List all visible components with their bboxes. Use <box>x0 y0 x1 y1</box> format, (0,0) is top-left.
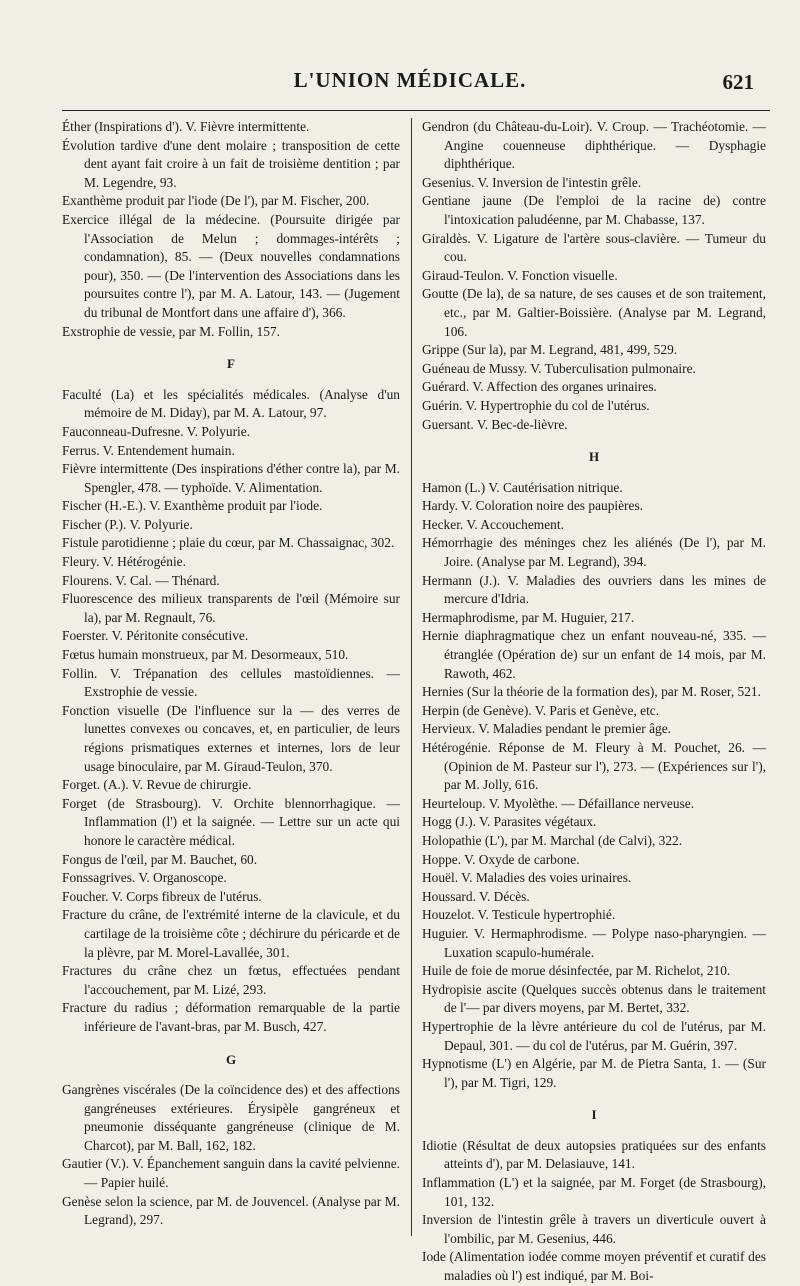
index-entry: Hermaphrodisme, par M. Huguier, 217. <box>422 609 635 625</box>
index-entry: Giraldès. V. Ligature de l'artère sous-clavière. — Tumeur du cou. <box>422 230 766 265</box>
index-entry: Inflammation (L') et la saignée, par M. Forget (de Strasbourg), 101, 132. <box>422 1175 766 1209</box>
index-entry: Fonction visuelle (De l'influence sur la — des verres de lunettes convexes ou concaves, et, en particulier, de leurs régions prismatiques externes et internes, lors de leur usage binoculaire, par M. Giraud-Teulon, 370. <box>62 702 400 774</box>
index-entry: Éther (Inspirations d'). V. Fièvre intermittente. <box>62 119 310 134</box>
index-entry: Hernie diaphragmatique chez un enfant nouveau-né, 335. — étranglée (Opération de) sur un enfant de 14 mois, par M. Rawoth, 462. <box>422 628 766 681</box>
index-entry: Fistule parotidienne ; plaie du cœur, par M. Chassaignac, 302. <box>62 535 395 551</box>
index-entry: Hydropisie ascite (Quelques succès obtenus dans le traitement de l'— par divers moyens, par M. Bertet, 332. <box>422 981 766 1016</box>
page-number: 621 <box>722 70 754 94</box>
index-entry: Hypertrophie de la lèvre antérieure du col de l'utérus, par M. Depaul, 301. — du col de l'utérus, par M. Guérin, 397. <box>422 1018 766 1053</box>
index-entry: Hétérogénie. Réponse de M. Fleury à M. Pouchet, 26. — (Opinion de M. Pasteur sur l'), 273. — (Expériences sur l'), par M. Jolly, 616. <box>422 740 766 793</box>
index-entry: Ferrus. V. Entendement humain. <box>62 442 235 458</box>
index-entry: Gentiane jaune (De l'emploi de la racine de) contre l'intoxication paludéenne, par M. Chabasse, 137. <box>422 193 766 227</box>
index-entry: Holopathie (L'), par M. Marchal (de Calvi), 322. <box>422 832 683 848</box>
index-entry: Hamon (L.) V. Cautérisation nitrique. <box>422 479 623 495</box>
header-rule <box>62 110 770 111</box>
index-entry: Fracture du radius ; déformation remarquable de la partie inférieure de l'avant-bras, par M. Busch, 427. <box>62 1000 400 1034</box>
index-entry: Exercice illégal de la médecine. (Poursuite dirigée par l'Association de Melun ; dommages-intérêts ; condamnation), 85. — (Deux nouvelles condamnations pour), 350. — (De l'intervention des Associations dans les poursuites contre l'), par M. A. Latour, 143. — (Jugement du tribunal de Montfort dans une affaire d'), 366. <box>62 211 400 320</box>
index-entry: Goutte (De la), de sa nature, de ses causes et de son traitement, etc., par M. Galtier-Boissière. (Analyse par M. Legrand, 106. <box>422 286 766 339</box>
index-entry: Guersant. V. Bec-de-lièvre. <box>422 416 568 432</box>
index-entry: Idiotie (Résultat de deux autopsies pratiquées sur des enfants atteints d'), par M. Delasiauve, 141. <box>422 1137 766 1172</box>
index-entry: Hervieux. V. Maladies pendant le premier âge. <box>422 721 672 737</box>
index-entry: Fœtus humain monstrueux, par M. Desormeaux, 510. <box>62 647 349 663</box>
section-letter-i: I <box>591 1107 597 1123</box>
index-entry: Hogg (J.). V. Parasites végétaux. <box>422 814 597 830</box>
section-letter-g: G <box>225 1051 237 1067</box>
index-entry: Hecker. V. Accouchement. <box>422 516 564 532</box>
index-entry: Gangrènes viscérales (De la coïncidence des) et des affections gangréneuses extérieures. Érysipèle gangréneux et pneumonie disséquante gangréneuse (clinique de M. Charcot), par M. Ball, 162, 182. <box>62 1082 400 1153</box>
index-entry: Foerster. V. Péritonite consécutive. <box>62 628 249 644</box>
section-letter-f: F <box>227 356 235 372</box>
index-entry: Gesenius. V. Inversion de l'intestin grêle. <box>422 174 642 190</box>
index-entry: Hémorrhagie des méninges chez les aliénés (De l'), par M. Joire. (Analyse par M. Legrand), 394. <box>422 535 766 570</box>
index-entry: Giraud-Teulon. V. Fonction visuelle. <box>422 267 618 283</box>
entries-g-cont <box>422 118 766 434</box>
index-entry: Forget (de Strasbourg). V. Orchite blennorrhagique. — Inflammation (l') et la saignée. — Lettre sur un acte qui honore le caractère médical. <box>62 795 400 848</box>
index-entry: Heurteloup. V. Myolèthe. — Défaillance nerveuse. <box>422 795 695 811</box>
index-entry: Inversion de l'intestin grêle à travers un diverticule ouvert à l'ombilic, par M. Gesenius, 446. <box>422 1212 766 1246</box>
entries-g <box>62 1081 400 1230</box>
section-letter-h: H <box>588 449 600 465</box>
index-entry: Fonssagrives. V. Organoscope. <box>62 870 227 886</box>
index-entry: Fractures du crâne chez un fœtus, effectuées pendant l'accouchement, par M. Lizé, 293. <box>62 963 400 997</box>
index-entry: Gautier (V.). V. Épanchement sanguin dans la cavité pelvienne. — Papier huilé. <box>62 1156 400 1191</box>
entries-i <box>422 1137 766 1286</box>
index-entry: Hypnotisme (L') en Algérie, par M. de Pietra Santa, 1. — (Sur l'), par M. Tigri, 129. <box>422 1056 766 1090</box>
index-entry: Grippe (Sur la), par M. Legrand, 481, 499, 529. <box>422 342 678 358</box>
right-column <box>422 118 766 1286</box>
index-entry: Herpin (de Genève). V. Paris et Genève, etc. <box>422 702 660 718</box>
column-divider <box>411 118 412 1236</box>
index-entry: Gendron (du Château-du-Loir). V. Croup. — Trachéotomie. — Angine couenneuse diphthérique. — Dysphagie diphthérique. <box>422 119 766 172</box>
index-entry: Houzelot. V. Testicule hypertrophié. <box>422 907 616 923</box>
index-entry: Fièvre intermittente (Des inspirations d'éther contre la), par M. Spengler, 478. — typhoïde. V. Alimentation. <box>62 461 400 495</box>
index-entry: Guéneau de Mussy. V. Tuberculisation pulmonaire. <box>422 360 696 376</box>
index-entry: Flourens. V. Cal. — Thénard. <box>62 572 220 588</box>
index-entry: Fongus de l'œil, par M. Bauchet, 60. <box>62 851 258 867</box>
index-entry: Hernies (Sur la théorie de la formation des), par M. Roser, 521. <box>422 684 761 700</box>
index-entry: Guérin. V. Hypertrophie du col de l'utérus. <box>422 397 650 413</box>
index-entry: Huguier. V. Hermaphrodisme. — Polype naso-pharyngien. — Luxation scapulo-humérale. <box>422 925 766 960</box>
running-header <box>60 62 760 102</box>
journal-title: L'UNION MÉDICALE. <box>293 68 527 92</box>
index-entry: Exstrophie de vessie, par M. Follin, 157. <box>62 323 280 339</box>
index-entry: Houël. V. Maladies des voies urinaires. <box>422 870 632 886</box>
entries-h <box>422 479 766 1093</box>
index-entry: Hoppe. V. Oxyde de carbone. <box>422 851 580 867</box>
index-entry: Forget. (A.). V. Revue de chirurgie. <box>62 777 252 793</box>
entries-e <box>62 118 400 341</box>
index-entry: Houssard. V. Décès. <box>422 888 530 904</box>
index-entry: Faculté (La) et les spécialités médicales. (Analyse d'un mémoire de M. Diday), par M. A. Latour, 97. <box>62 386 400 421</box>
index-entry: Foucher. V. Corps fibreux de l'utérus. <box>62 888 262 904</box>
index-entry: Follin. V. Trépanation des cellules mastoïdiennes. — Exstrophie de vessie. <box>62 665 400 700</box>
index-entry: Fischer (P.). V. Polyurie. <box>62 516 193 532</box>
index-entry: Fischer (H.-E.). V. Exanthème produit par l'iode. <box>62 498 323 514</box>
left-column <box>62 118 400 1230</box>
entries-f <box>62 386 400 1037</box>
index-entry: Évolution tardive d'une dent molaire ; transposition de cette dent ayant fait croire à un fait de troisième dentition ; par M. Legendre, 93. <box>62 137 400 190</box>
index-entry: Fleury. V. Hétérogénie. <box>62 554 186 570</box>
index-entry: Huile de foie de morue désinfectée, par M. Richelot, 210. <box>422 963 731 979</box>
index-entry: Fluorescence des milieux transparents de l'œil (Mémoire sur la), par M. Regnault, 76. <box>62 591 400 625</box>
index-entry: Guérard. V. Affection des organes urinaires. <box>422 379 657 395</box>
index-entry: Genèse selon la science, par M. de Jouvencel. (Analyse par M. Legrand), 297. <box>62 1193 400 1228</box>
index-entry: Fracture du crâne, de l'extrémité interne de la clavicule, et du cartilage de la troisième côte ; déchirure du péricarde et de la plèvre, par M. Morel-Lavallée, 301. <box>62 907 400 960</box>
index-entry: Exanthème produit par l'iode (De l'), par M. Fischer, 200. <box>62 193 370 209</box>
index-entry: Hardy. V. Coloration noire des paupières. <box>422 498 644 514</box>
index-entry: Fauconneau-Dufresne. V. Polyurie. <box>62 423 251 439</box>
index-entry: Iode (Alimentation iodée comme moyen préventif et curatif des maladies où l') est indiqué, par M. Boi- <box>422 1249 766 1284</box>
index-entry: Hermann (J.). V. Maladies des ouvriers dans les mines de mercure d'Idria. <box>422 572 766 607</box>
